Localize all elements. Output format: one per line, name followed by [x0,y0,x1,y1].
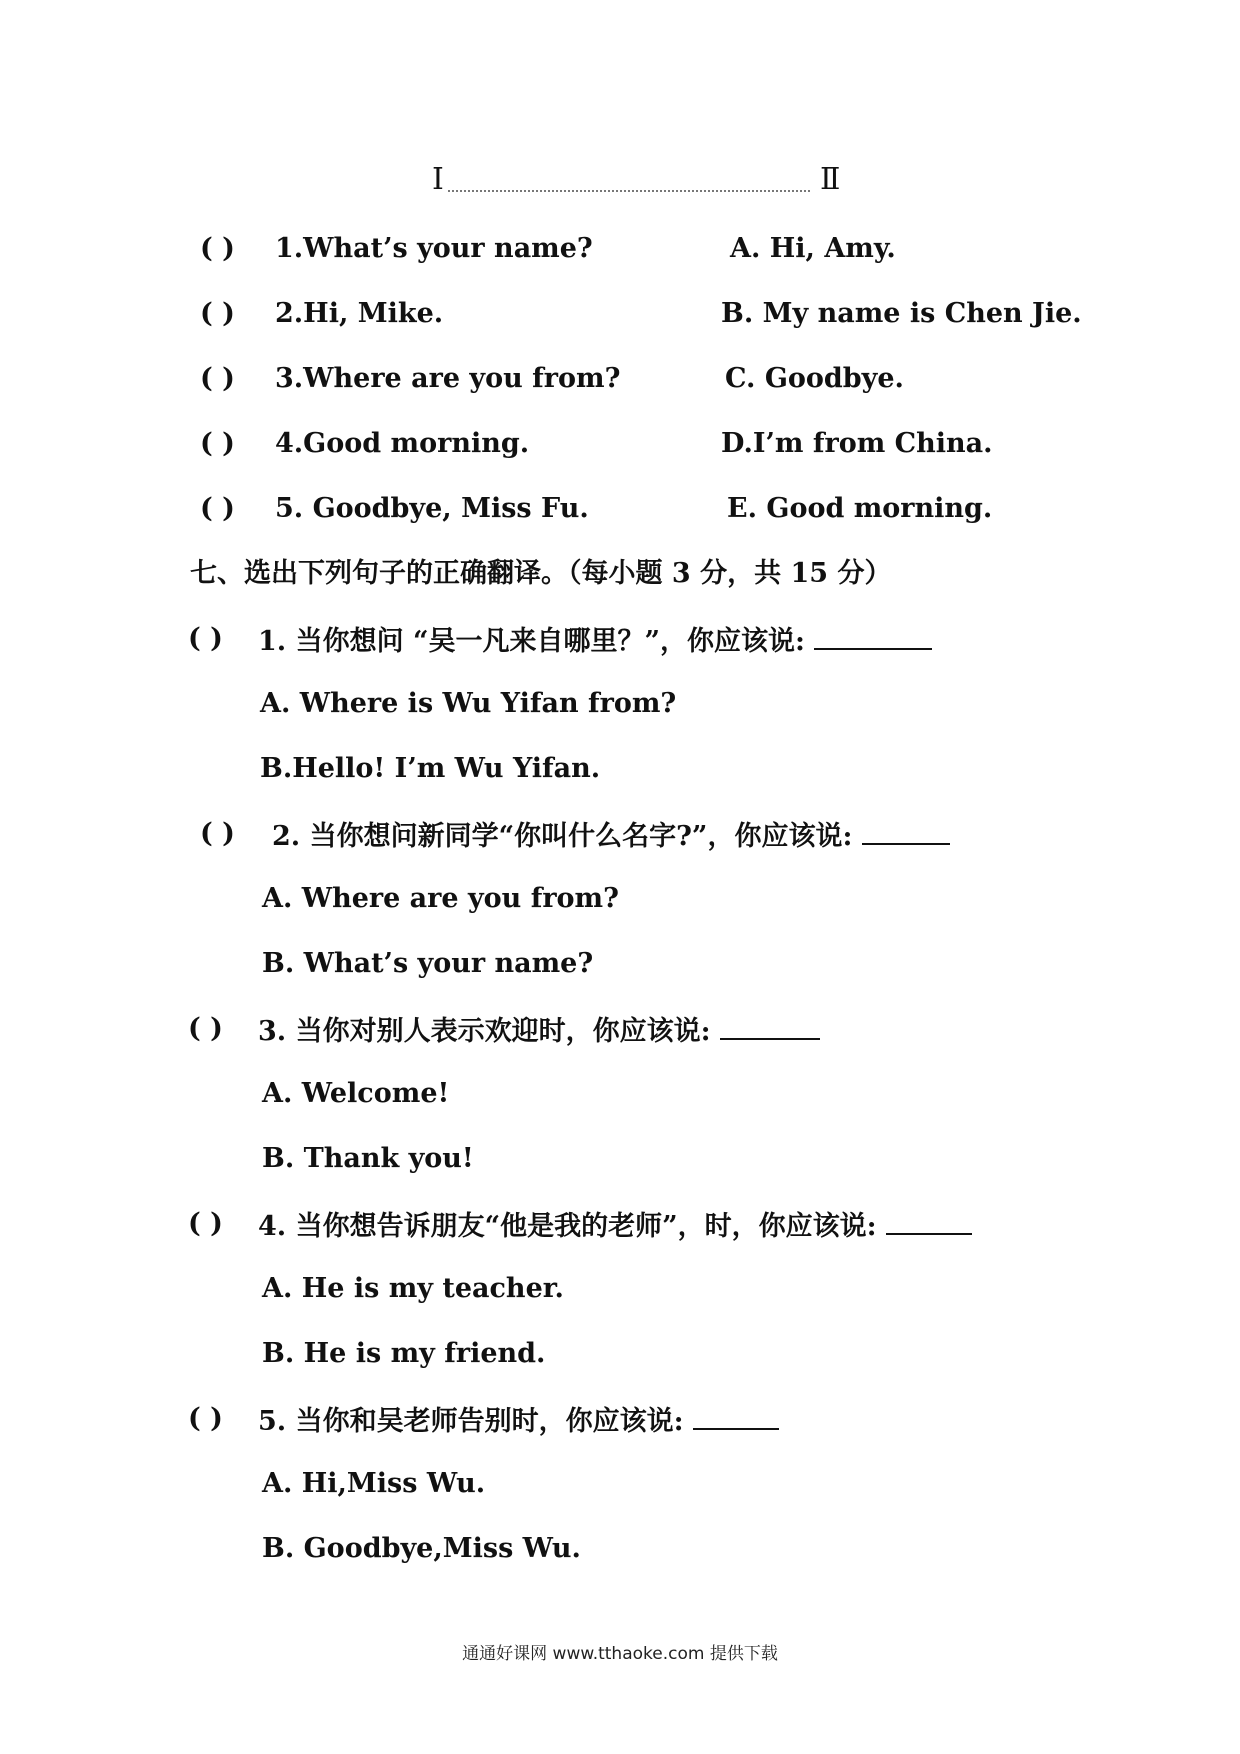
answer-blank[interactable] [814,622,932,650]
matching-answer: E. Good morning. [727,493,993,524]
question-text [258,1207,972,1244]
answer-paren[interactable]: ( ) [200,298,235,329]
matching-question: 2.Hi, Mike. [275,298,444,329]
question-prompt: 4. 当你想告诉朋友“他是我的老师”，时，你应该说: [258,1211,877,1242]
answer-paren[interactable]: ( ) [200,493,235,524]
question-text [258,1402,779,1439]
matching-question: 3.Where are you from? [275,363,621,394]
option-a: A. Hi,Miss Wu. [262,1468,486,1499]
option-b: B. He is my friend. [262,1338,546,1369]
matching-answer: B. My name is Chen Jie. [721,298,1082,329]
answer-blank[interactable] [693,1402,779,1430]
option-b: B. Thank you! [262,1143,474,1174]
answer-paren[interactable]: ( ) [188,623,223,654]
matching-question: 4.Good morning. [275,428,530,459]
matching-answer: C. Goodbye. [725,363,904,394]
column-header [0,162,1240,202]
question-text [272,817,950,854]
column-label-2: Ⅱ [820,163,841,196]
question-prompt: 1. 当你想问 “吴一凡来自哪里？”，你应该说: [258,626,806,657]
matching-question: 1.What’s your name? [275,233,593,264]
dotted-divider [448,190,810,192]
answer-paren[interactable]: ( ) [200,363,235,394]
question-prompt: 2. 当你想问新同学“你叫什么名字?”，你应该说: [272,821,853,852]
matching-question: 5. Goodbye, Miss Fu. [275,493,589,524]
answer-paren[interactable]: ( ) [188,1013,223,1044]
option-b: B. What’s your name? [262,948,594,979]
option-a: A. He is my teacher. [262,1273,564,1304]
section-title: 七、选出下列句子的正确翻译。（每小题 3 分，共 15 分） [190,558,892,589]
footer-credit: 通通好课网 www.tthaoke.com 提供下载 [462,1644,778,1664]
answer-paren[interactable]: ( ) [200,233,235,264]
question-text [258,622,932,659]
option-b: B.Hello! I’m Wu Yifan. [260,753,601,784]
option-a: A. Where is Wu Yifan from? [260,688,677,719]
question-text [258,1012,820,1049]
answer-blank[interactable] [862,817,950,845]
option-a: A. Where are you from? [262,883,619,914]
column-label-1: Ⅰ [432,163,444,196]
answer-paren[interactable]: ( ) [200,428,235,459]
question-prompt: 3. 当你对别人表示欢迎时，你应该说: [258,1016,711,1047]
answer-blank[interactable] [720,1012,820,1040]
answer-paren[interactable]: ( ) [188,1208,223,1239]
question-prompt: 5. 当你和吴老师告别时，你应该说: [258,1406,684,1437]
answer-blank[interactable] [886,1207,972,1235]
option-b: B. Goodbye,Miss Wu. [262,1533,581,1564]
answer-paren[interactable]: ( ) [188,1403,223,1434]
matching-answer: D.I’m from China. [721,428,993,459]
matching-answer: A. Hi, Amy. [730,233,896,264]
answer-paren[interactable]: ( ) [200,818,235,849]
option-a: A. Welcome! [262,1078,450,1109]
